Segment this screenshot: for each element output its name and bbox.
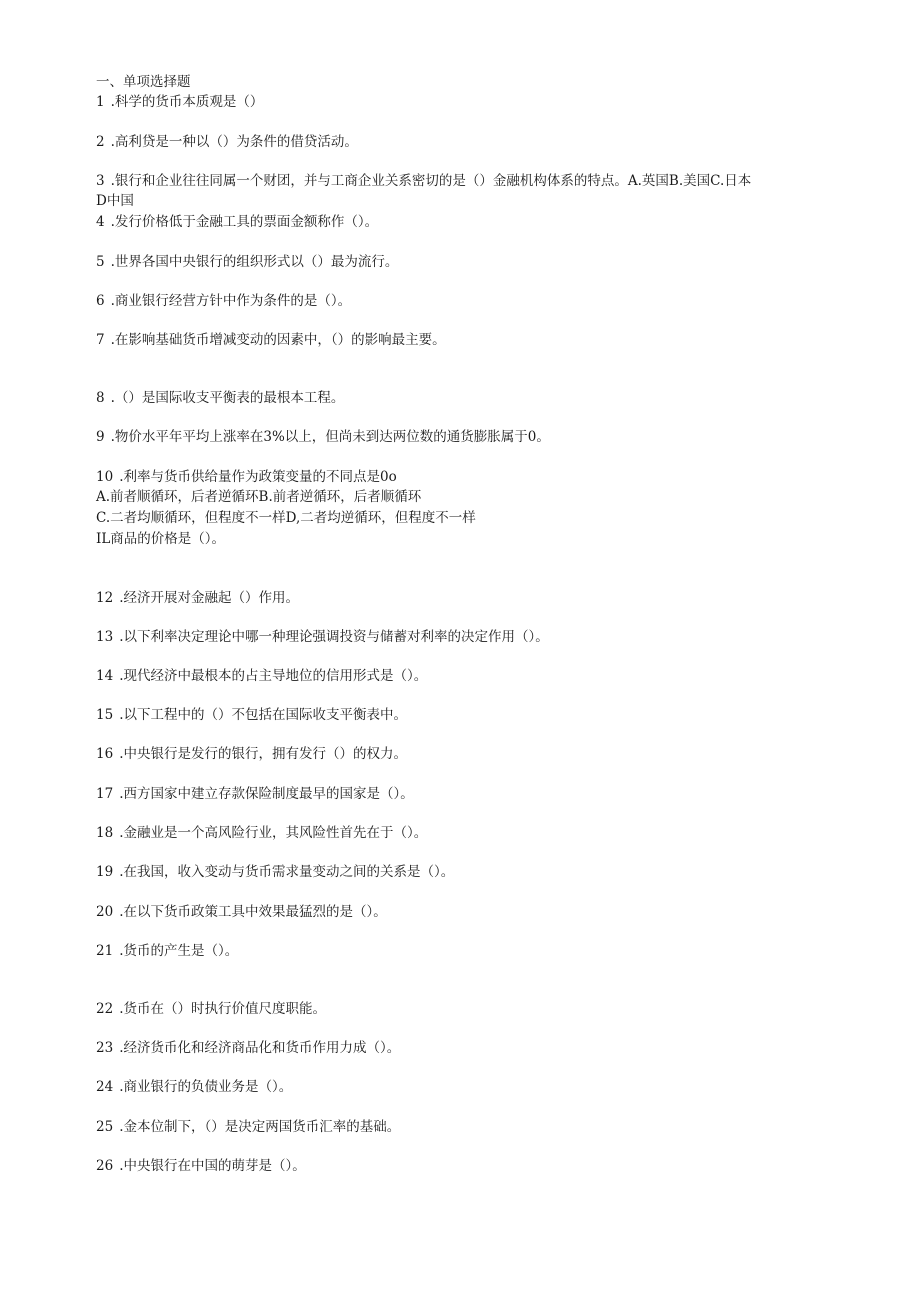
question-text: .金融业是一个高风险行业，其风险性首先在于（）。: [119, 825, 428, 841]
section-title: 一、单项选择题: [96, 74, 191, 90]
question-text: .利率与货币供给量作为政策变量的不同点是0o: [119, 469, 397, 485]
question-text: .货币在（）时执行价值尺度职能。: [119, 1001, 326, 1017]
question-text: .在以下货币政策工具中效果最猛烈的是（）。: [119, 904, 387, 920]
question-15: [96, 706, 407, 724]
question-24: [96, 1078, 292, 1096]
question-number: 22: [96, 1001, 114, 1017]
question-number: 7: [96, 332, 105, 348]
question-number: 26: [96, 1158, 114, 1174]
question-7: [96, 331, 446, 349]
question-text: .商业银行的负债业务是（）。: [119, 1079, 293, 1095]
question-16: [96, 745, 407, 763]
question-number: 25: [96, 1119, 114, 1135]
question-14: [96, 667, 427, 685]
question-5: [96, 253, 398, 271]
question-text: .西方国家中建立存款保险制度最早的国家是（）。: [119, 786, 414, 802]
question-25: [96, 1118, 400, 1136]
question-4: [96, 213, 378, 231]
question-number: 2: [96, 134, 105, 150]
question-text: .经济开展对金融起（）作用。: [119, 590, 299, 606]
question-number: 10: [96, 469, 114, 485]
question-6: [96, 292, 351, 310]
question-text: .科学的货币本质观是（）: [110, 94, 264, 110]
question-13: [96, 628, 549, 646]
question-text: .金本位制下，（）是决定两国货币汇率的基础。: [119, 1119, 401, 1135]
question-number: 6: [96, 293, 105, 309]
question-text: .发行价格低于金融工具的票面金额称作（）。: [110, 214, 379, 230]
question-text: .银行和企业往往同属一个财团，并与工商企业关系密切的是（）金融机构体系的特点。A.英国B.美国C.日本: [110, 173, 752, 189]
question-number: 16: [96, 746, 114, 762]
question-19: [96, 863, 454, 881]
question-number: 14: [96, 668, 114, 684]
question-text: .高利贷是一种以（）为条件的借贷活动。: [110, 134, 358, 150]
question-22: [96, 1000, 326, 1018]
question-9: [96, 428, 550, 446]
question-number: 19: [96, 864, 114, 880]
question-text: .（）是国际收支平衡表的最根本工程。: [110, 390, 345, 406]
question-number: 13: [96, 629, 114, 645]
question-10-options-ab: A.前者顺循环，后者逆循环B.前者逆循环，后者顺循环: [96, 489, 422, 505]
question-10-options-cd: C.二者均顺循环，但程度不一样D,二者均逆循环，但程度不一样: [96, 510, 476, 526]
question-number: 17: [96, 786, 114, 802]
question-text: .商业银行经营方针中作为条件的是（）。: [110, 293, 352, 309]
question-number: 8: [96, 390, 105, 406]
question-number: 23: [96, 1040, 114, 1056]
question-number: 21: [96, 943, 114, 959]
question-text: .现代经济中最根本的占主导地位的信用形式是（）。: [119, 668, 428, 684]
question-number: 5: [96, 254, 105, 270]
question-number: 18: [96, 825, 114, 841]
question-number: 4: [96, 214, 105, 230]
question-text: .以下利率决定理论中哪一种理论强调投资与储蓄对利率的决定作用（）。: [119, 629, 549, 645]
question-text: .以下工程中的（）不包括在国际收支平衡表中。: [119, 707, 407, 723]
question-text: .中央银行在中国的萌芽是（）。: [119, 1158, 306, 1174]
question-12: [96, 589, 299, 607]
question-23: [96, 1039, 400, 1057]
question-text: .在影响基础货币增减变动的因素中，（）的影响最主要。: [110, 332, 446, 348]
question-text: .在我国，收入变动与货币需求量变动之间的关系是（）。: [119, 864, 455, 880]
question-number: 24: [96, 1079, 114, 1095]
question-text: .物价水平年平均上涨率在3%以上，但尚未到达两位数的通货膨胀属于0。: [110, 429, 550, 445]
question-text: .世界各国中央银行的组织形式以（）最为流行。: [110, 254, 399, 270]
question-10: [96, 468, 397, 486]
question-26: [96, 1157, 306, 1175]
question-number: 3: [96, 173, 105, 189]
question-8: [96, 389, 344, 407]
question-1: [96, 93, 263, 111]
question-number: 20: [96, 904, 114, 920]
question-21: [96, 942, 238, 960]
question-17: [96, 785, 414, 803]
question-20: [96, 903, 387, 921]
question-number: 15: [96, 707, 114, 723]
question-3: [96, 172, 751, 190]
question-text: .经济货币化和经济商品化和货币作用力成（）。: [119, 1040, 401, 1056]
question-number: 12: [96, 590, 114, 606]
question-18: [96, 824, 427, 842]
question-11: IL商品的价格是（）。: [96, 531, 226, 547]
question-number: 9: [96, 429, 105, 445]
question-text: .中央银行是发行的银行，拥有发行（）的权力。: [119, 746, 407, 762]
question-2: [96, 133, 358, 151]
question-number: 1: [96, 94, 105, 110]
question-text: .货币的产生是（）。: [119, 943, 239, 959]
question-3-continuation: D中国: [96, 193, 134, 209]
